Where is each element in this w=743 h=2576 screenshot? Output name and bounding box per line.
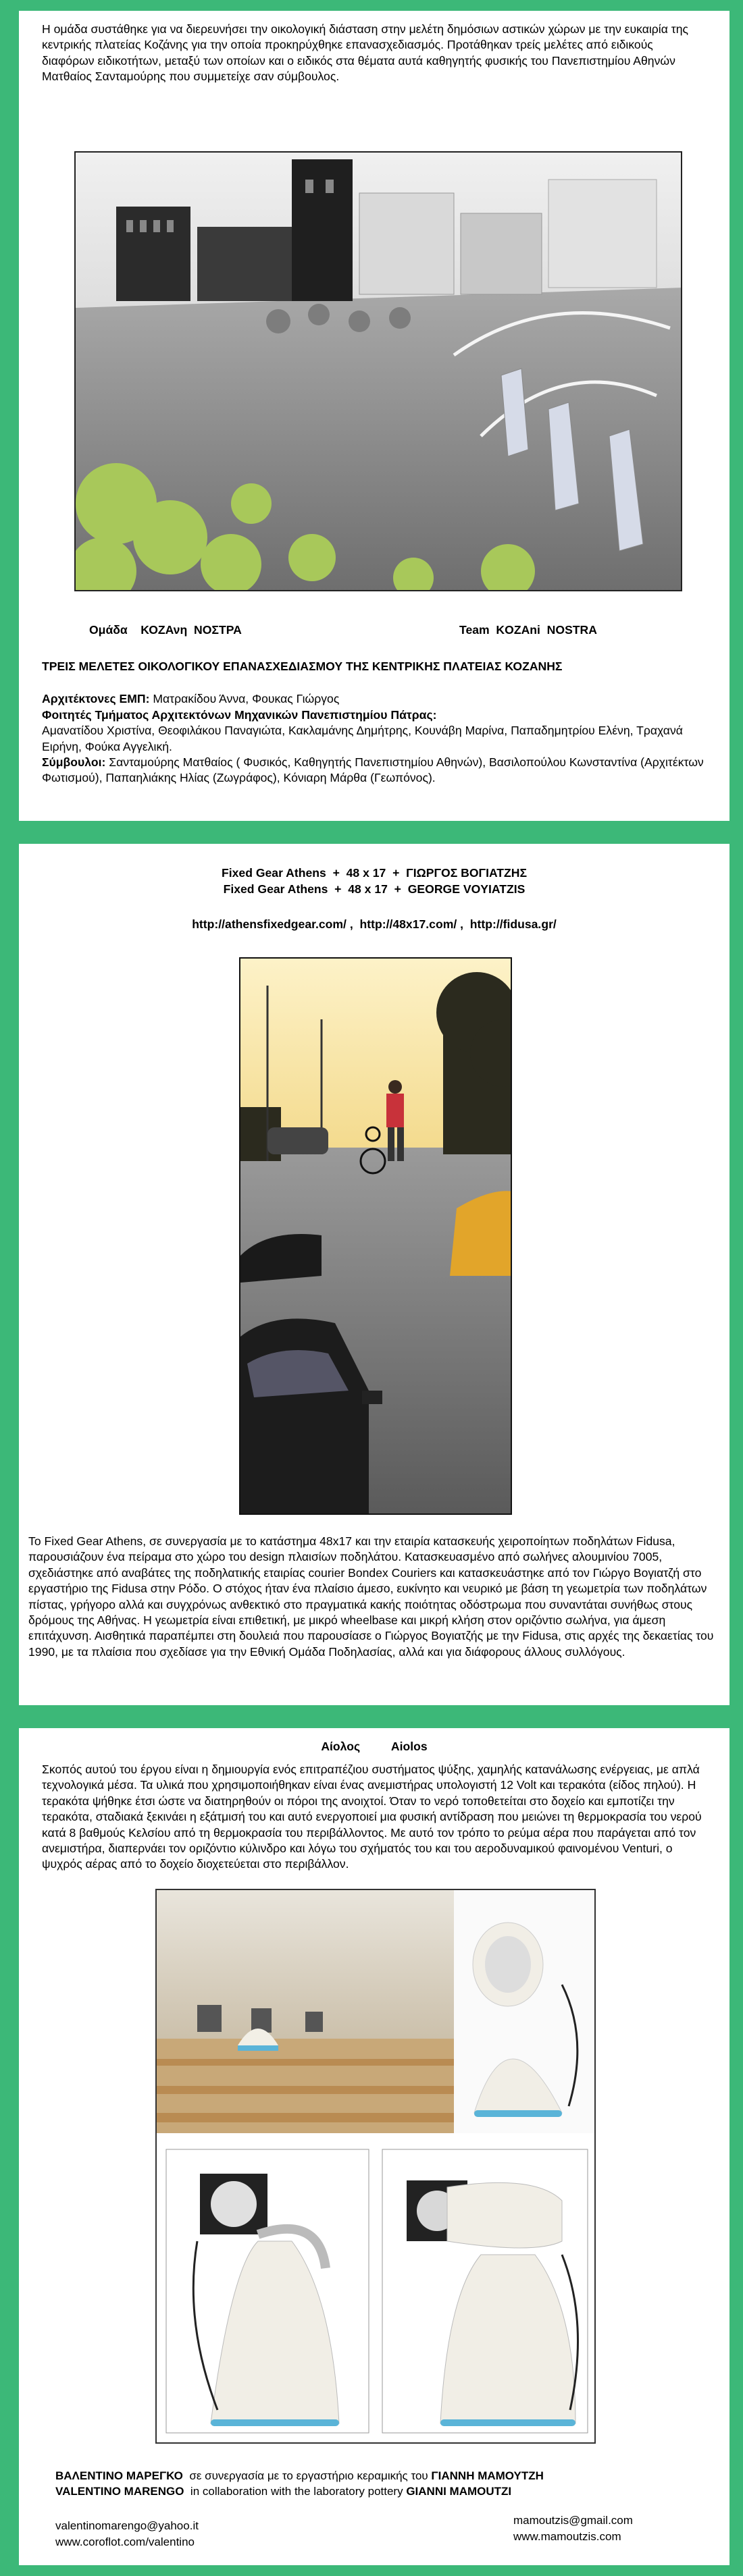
advisors-label: Σύμβουλοι:: [42, 755, 106, 769]
kozani-square-model-photo: [74, 151, 682, 591]
partner-name-greek: ΓΙΑΝΝΗ ΜΑΜΟΥΤΖΗ: [431, 2469, 544, 2482]
project-kozani-panel: [19, 11, 729, 821]
studies-title: ΤΡΕΙΣ ΜΕΛΕΤΕΣ ΟΙΚΟΛΟΓΙΚΟΥ ΕΠΑΝΑΣΧΕΔΙΑΣΜΟΥ ΤΗΣ ΚΕΝΤΡΙΚΗΣ ΠΛΑΤΕΙΑΣ ΚΟΖΑΝΗΣ: [42, 660, 563, 673]
architects-credit: [42, 691, 707, 707]
designer-website[interactable]: www.coroflot.com/valentino: [55, 2535, 195, 2548]
designer-name-english: VALENTINO MARENGO: [55, 2485, 184, 2498]
partner-name-english: GIANNI MAMOUTZI: [406, 2485, 512, 2498]
fixed-gear-description: Το Fixed Gear Athens, σε συνεργασία με το κατάστημα 48x17 και την εταιρία κατασκευής χειροποίητων πoδηλάτων Fidusa, παρουσιάζουν ένα πείραμα στο χώρο του design πλαισίων ποδηλάτου. Κατασκευασμένο από σωλήνες αλουμινίου 7005, σχεδιάστηκε από αναβάτες της ποδηλατικής εταιρίας courier Bondex Couriers και κατασκευάστηκε από τον Γιώργο Βογιατζή στο εργαστήριο της Fidusa στην Ρόδο. Ο στόχος ήταν ένα πλαίσιο άμεσο, ευκίνητο και νευρικό με βάση τη γεωμετρία των ποδηλάτων πίστας, γρήγορο αλλά και συγχρόνως ανθεκτικό στο πραγματικά κακής ποιότητας οδόστρωμα που συναντάται συνήθως στους δρόμους της Αθήνας. Η γεωμετρία είναι επιθετική, με μικρό wheelbase και μικρή κλήση στον οριζόντιο σωλήνα, για άμεση επιτάχυνση. Αισθητικά παραπέμπει στη δουλειά που παρουσίασε ο Γιώργος Βογιατζής με την Fidusa, στις αρχές της δεκαετίας του 1990, με τα πλαίσια που σχεδίασε για την Εθνική Ομάδα Ποδηλασίας, αλλά και για διάφορους άλλους συλλόγους.: [28, 1534, 714, 1659]
team-name-english: Team KOZAni NOSTRA: [459, 623, 597, 637]
kozani-intro-text: Η ομάδα συστάθηκε για να διερευνήσει την οικολογική διάσταση στην μελέτη δημόσιων αστικών χώρων με την ευκαιρία της κεντρικής πλατείας Κοζάνης για την οποία προκηρύχθηκε επανασχεδιασμός. Προτάθηκαν τρείς μελέτες από ειδικούς διαφόρων ειδικοτήτων, μεταξύ των οποίων και ο ειδικός στα θέματα αυτά καθηγητής φυσικής του Πανεπιστημίου Αθηνών Ματθαίος Σανταμούρης που συμμετείχε σαν σύμβουλος.: [42, 22, 688, 84]
students-names: Αμανατίδου Χριστίνα, Θεοφιλάκου Παναγιώτα, Κακλαμάνης Δημήτρης, Κουνάβη Μαρίνα, Παπαδημητρίου Ελένη, Τραχανά Ειρήνη, Φούκα Αγγελική.: [42, 724, 683, 753]
kozani-model-illustration: [76, 153, 682, 591]
architects-names: Ματρακίδου Άννα, Φουκας Γιώργος: [149, 692, 340, 705]
advisors-credit: [42, 755, 707, 786]
credit-line-english: [55, 2484, 704, 2499]
partner-website[interactable]: www.mamoutzis.com: [513, 2530, 621, 2543]
fixed-gear-links[interactable]: http://athensfixedgear.com/ , http://48x17.com/ , http://fidusa.gr/: [192, 917, 557, 931]
project-aiolos-panel: [19, 1728, 729, 2565]
aiolos-title-greek: Αίολος: [321, 1740, 361, 1753]
aiolos-title-english: Aiolos: [390, 1740, 428, 1753]
aiolos-renderings-illustration: [157, 1890, 596, 2444]
designer-name-greek: ΒΑΛΕΝΤΙΝΟ ΜΑΡΕΓΚΟ: [55, 2469, 183, 2482]
designer-email[interactable]: valentinomarengo@yahoo.it: [55, 2519, 199, 2532]
students-credit: [42, 707, 707, 755]
athens-street-cyclist-photo: [239, 957, 512, 1515]
aiolos-title: [19, 1739, 729, 1754]
credit-collab-greek: σε συνεργασία με το εργαστήριο κεραμικής του: [182, 2469, 432, 2482]
team-name-greek: Ομάδα ΚΟΖΑνη ΝΟΣΤΡΑ: [89, 623, 242, 637]
advisors-names: Σανταμούρης Ματθαίος ( Φυσικός, Καθηγητής Πανεπιστημίου Αθηνών), Βασιλοπούλου Κωνσταντίνα (Αρχιτέκτων Φωτισμού), Παπαηλιάκης Ηλίας (Ζωγράφος), Κόνιαρη Μάρθα (Γεωπόνος).: [42, 755, 704, 785]
aiolos-renderings-image: [155, 1889, 596, 2444]
project-fixed-gear-panel: [19, 844, 729, 1705]
fixed-gear-title-greek: Fixed Gear Athens + 48 x 17 + ΓΙΩΡΓΟΣ ΒΟΓΙΑΤΖΗΣ: [221, 866, 528, 880]
partner-email[interactable]: mamoutzis@gmail.com: [513, 2514, 633, 2527]
fixed-gear-title-english: Fixed Gear Athens + 48 x 17 + GEORGE VOYIATZIS: [223, 882, 526, 896]
cyclist-street-illustration: [240, 959, 512, 1515]
architects-label: Αρχιτέκτονες ΕΜΠ:: [42, 692, 150, 705]
aiolos-description: Σκοπός αυτού του έργου είναι η δημιουργία ενός επιτραπέζιου συστήματος ψύξης, χαμηλής κατανάλωσης ενέργειας, με απλά τεχνολογικά μέσα. Τα υλικά που χρησιμοποιήθηκαν είναι ένας ανεμιστήρας υπολογιστή 12 Volt και τερακότα (είδος πηλού). Η τερακότα ψήθηκε έτσι ώστε να διατηρηθούν οι πόροι της ανοιχτοί. Όταν το νερό τοποθετείται στο δοχείο και εμποτίζει την τερακότα, σταδιακά ξεκινάει η εξάτμισή του και αυτό ενεργοποιεί μια φυσική αντίδραση που μειώνει τη θερμοκρασία του νερού κατά 8 βαθμούς Κελσίου από τη θερμοκρασία του περιβάλλοντος. Με αυτό τον τρόπο το ρεύμα αέρα που παράγεται από τον ανεμιστήρα, διαπερνάει τον οριζόντιο κύλινδρο και λόγω του σχήματός του και του αεροδυναμικού φαινομένου Venturi, ο ψυχρός αέρας από το δοχείο διοχετεύεται στο περιβάλλον.: [42, 1763, 702, 1871]
credit-line-greek: [55, 2468, 704, 2484]
credit-collab-english: in collaboration with the laboratory pottery: [184, 2485, 407, 2498]
students-label: Φοιτητές Τμήματος Αρχιτεκτόνων Μηχανικών Πανεπιστημίου Πάτρας:: [42, 708, 437, 722]
